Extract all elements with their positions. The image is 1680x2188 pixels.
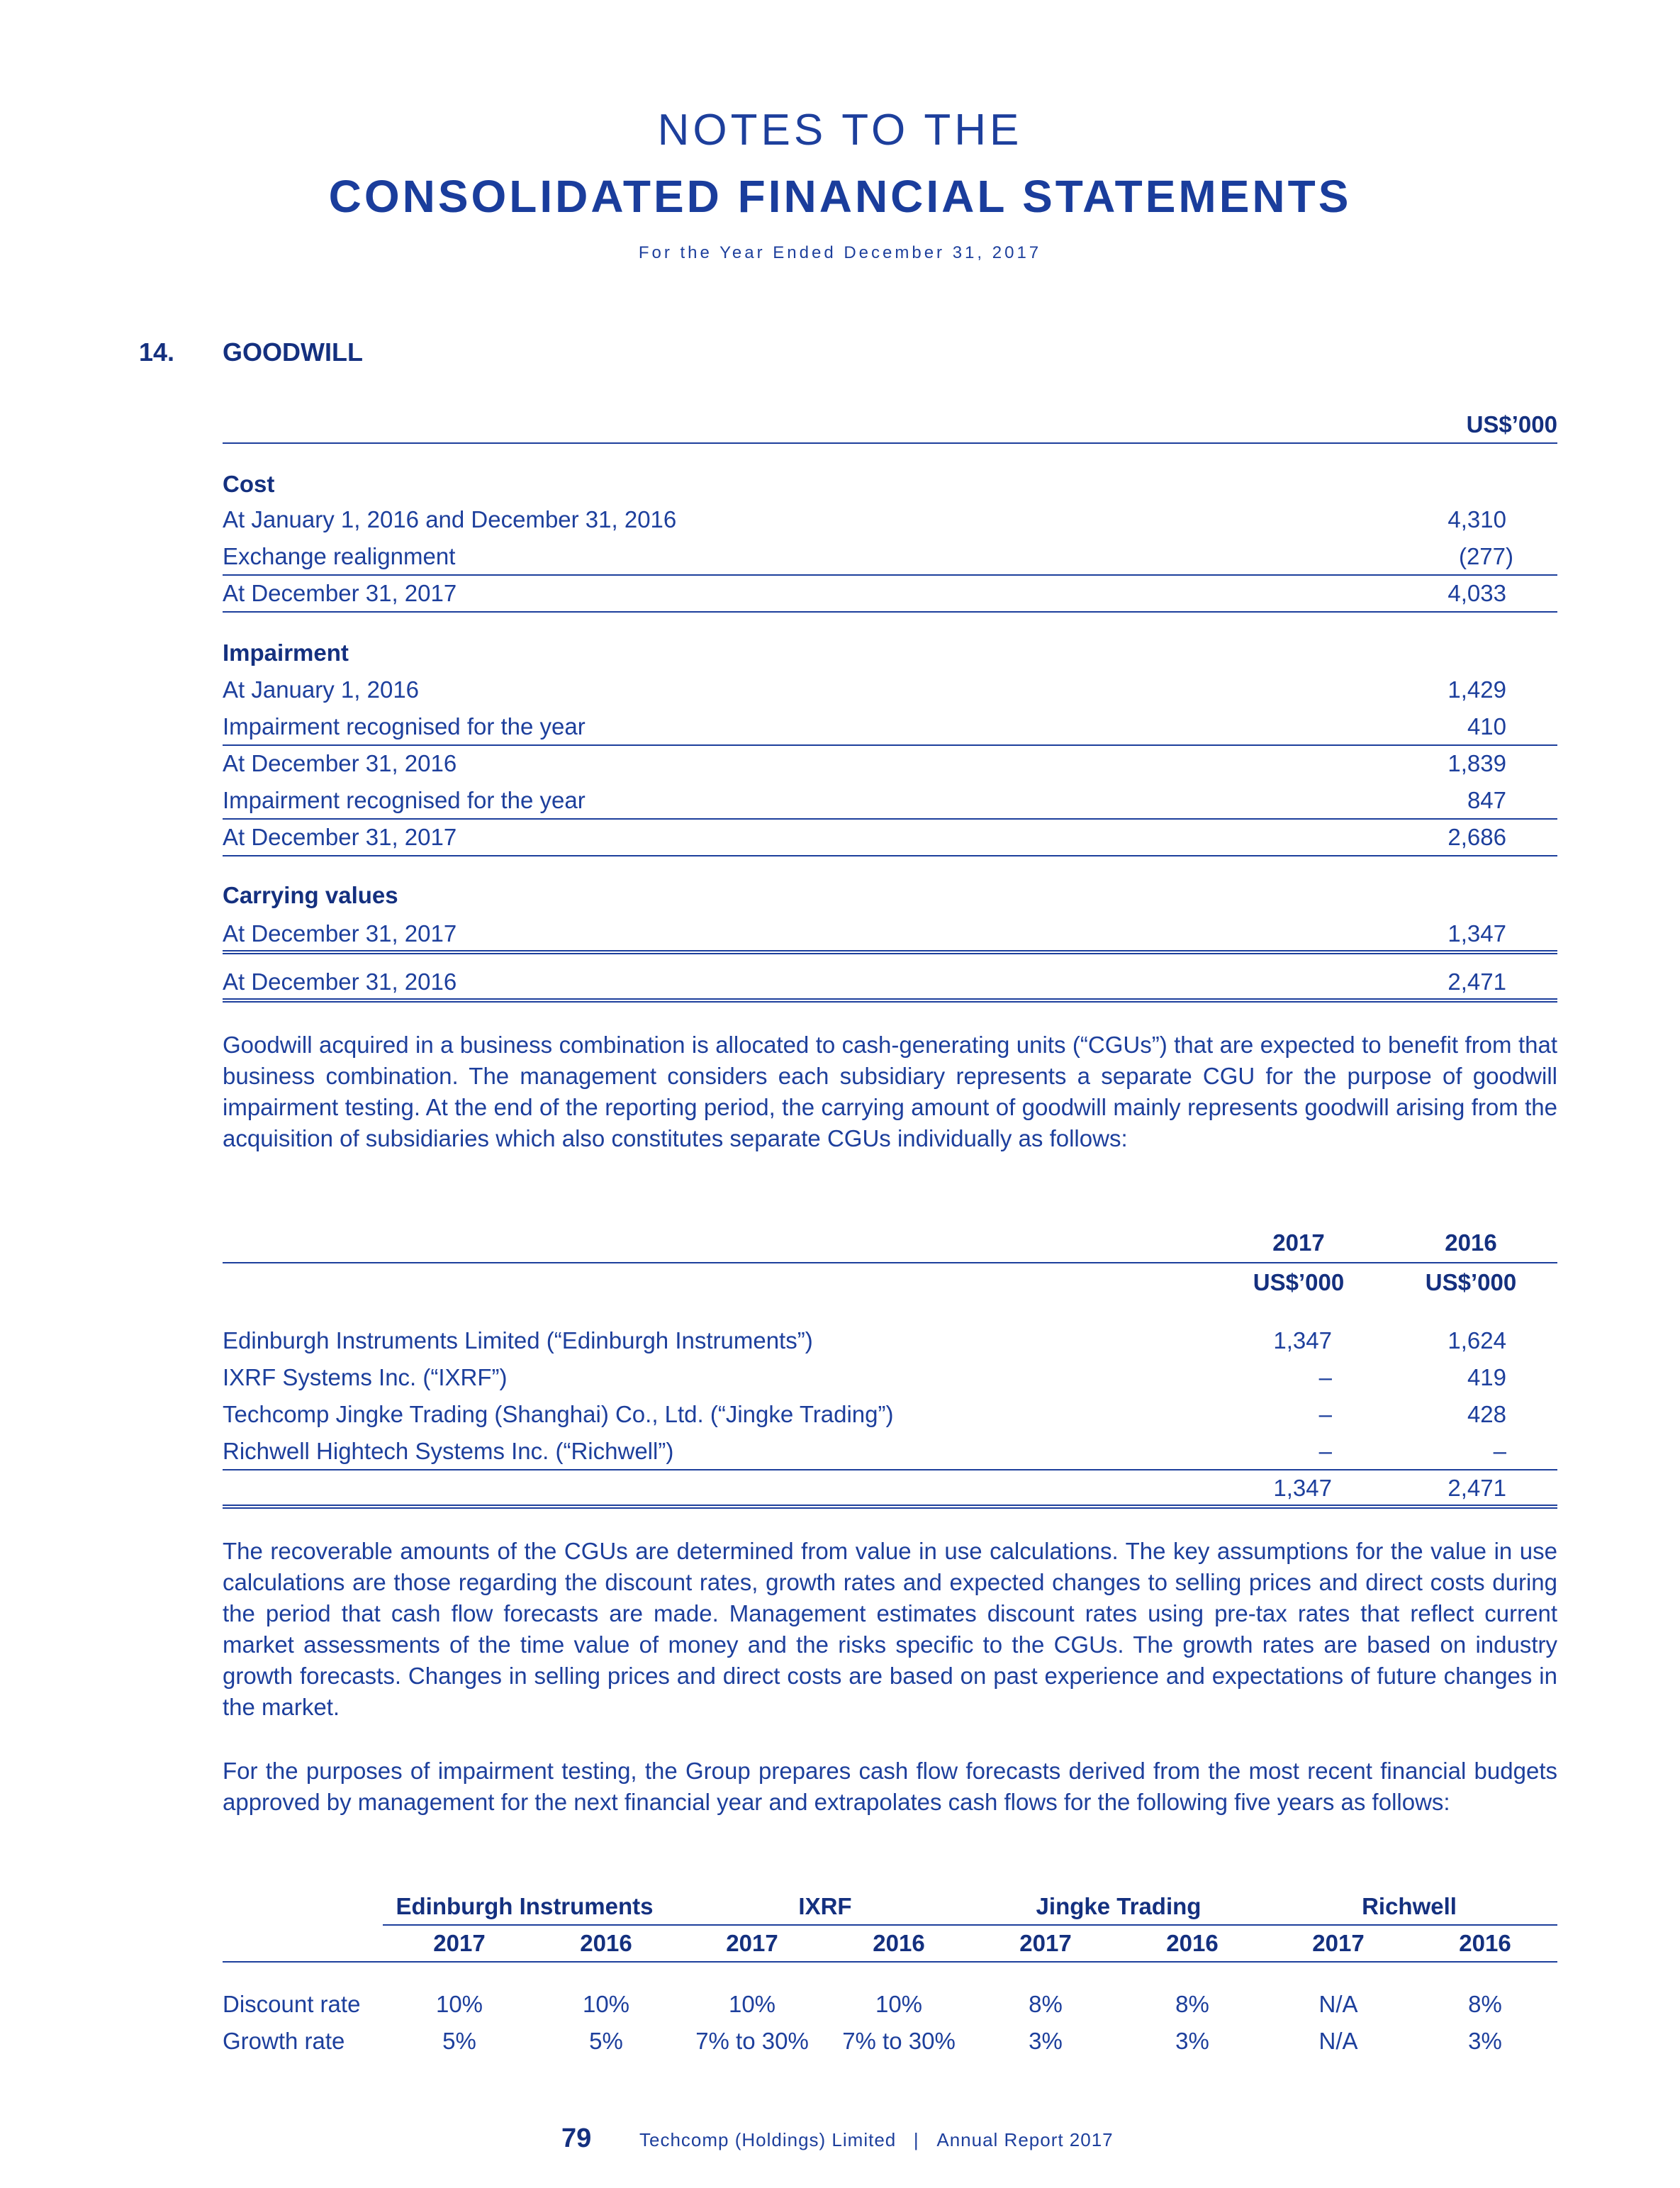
row-value: (277) [1458,543,1513,569]
row-value: 2,471 [1447,969,1506,995]
year-header: 2017 [1019,1930,1072,1956]
rate-label-growth: Growth rate [223,2028,345,2054]
rate-value: 10% [435,1991,483,2017]
cgu-total-2016: 2,471 [1447,1475,1506,1501]
row-label: At December 31, 2016 [223,750,457,776]
year-header: 2017 [726,1930,778,1956]
table-row [223,710,1557,744]
table-rule [223,1961,1557,1963]
table-rule [223,818,1557,820]
table-row [223,674,1557,708]
cgu-year-2017: 2017 [1272,1229,1325,1256]
row-label: Impairment recognised for the year [223,787,586,813]
cgu-label: IXRF Systems Inc. (“IXRF”) [223,1364,508,1390]
double-rule [223,998,1557,1003]
carrying-heading: Carrying values [223,882,398,908]
row-label: At December 31, 2016 [223,969,457,995]
goodwill-unit-header: US$’000 [1466,411,1557,437]
table-row [223,966,1557,1000]
cgu-value-2017: – [1318,1438,1332,1464]
rate-value: 5% [589,2028,623,2054]
cgu-label: Richwell Hightech Systems Inc. (“Richwell”) [223,1438,674,1464]
year-header: 2016 [1459,1930,1511,1956]
header-line1: NOTES TO THE [657,106,1023,155]
table-rule [223,744,1557,746]
rate-value: 3% [1175,2028,1209,2054]
rate-label-discount: Discount rate [223,1991,361,2017]
cgu-value-2017: – [1318,1401,1332,1427]
footer-report: Annual Report 2017 [936,2129,1114,2150]
group-jingke-trading: Jingke Trading [1036,1893,1202,1919]
group-richwell: Richwell [1362,1893,1457,1919]
cgu-value-2016: 428 [1467,1401,1506,1427]
table-row [223,747,1557,781]
rate-value: N/A [1318,2028,1358,2054]
cgu-unit-2016: US$’000 [1425,1269,1517,1295]
footer-text [639,2129,1114,2151]
year-header: 2016 [1166,1930,1219,1956]
cgu-year-2016: 2016 [1445,1229,1497,1256]
row-value: 847 [1467,787,1506,813]
rate-value: 8% [1175,1991,1209,2017]
cgu-label: Edinburgh Instruments Limited (“Edinburgh Instruments”) [223,1327,813,1353]
year-header: 2017 [1312,1930,1365,1956]
table-row [223,821,1557,855]
row-value: 2,686 [1447,824,1506,850]
rate-value: 8% [1029,1991,1063,2017]
table-row [223,784,1557,818]
cost-heading: Cost [223,471,275,497]
table-row [223,540,1557,574]
row-value: 4,310 [1447,506,1506,532]
footer-company: Techcomp (Holdings) Limited [639,2129,897,2150]
table-rule [223,442,1557,444]
row-value: 4,033 [1447,580,1506,606]
paragraph-cash-flow-forecasts: For the purposes of impairment testing, the Group prepares cash flow forecasts derived from the most recent financial budgets approved by management for the next financial year and extrapolates cash flows for the following five years as follows: [223,1758,1557,1815]
paragraph-cgu-allocation: Goodwill acquired in a business combination is allocated to cash-generating units (“CGUs”) that are expected to benefit from that business combination. The management considers each subsidiary represents a separate CGU for the purpose of goodwill impairment testing. At the end of the reporting period, the carrying amount of goodwill mainly represents goodwill arising from the acquisition of subsidiaries which also constitutes separate CGUs individually as follows: [223,1032,1557,1151]
row-label: At December 31, 2017 [223,920,457,947]
cgu-value-2016: 1,624 [1447,1327,1506,1353]
rate-value: 10% [875,1991,923,2017]
cgu-value-2016: 419 [1467,1364,1506,1390]
table-rule [383,1924,1557,1926]
table-row [223,503,1557,537]
row-label: At January 1, 2016 and December 31, 2016 [223,506,677,532]
header-period: For the Year Ended December 31, 2017 [638,243,1042,262]
row-value: 410 [1467,713,1506,739]
rate-value: 8% [1468,1991,1502,2017]
cgu-label: Techcomp Jingke Trading (Shanghai) Co., Ltd. (“Jingke Trading”) [223,1401,894,1427]
table-row [223,1398,1557,1432]
table-rule [223,1262,1557,1263]
table-rule [223,574,1557,576]
section-number: 14. [139,337,175,367]
year-header: 2016 [580,1930,632,1956]
row-value: 1,347 [1447,920,1506,947]
rate-value: 3% [1468,2028,1502,2054]
cgu-total-2017: 1,347 [1273,1475,1332,1501]
cgu-value-2017: 1,347 [1273,1327,1332,1353]
group-ixrf: IXRF [798,1893,852,1919]
paragraph-recoverable-amounts: The recoverable amounts of the CGUs are determined from value in use calculations. The key assumptions for the value in use calculations are those regarding the discount rates, growth rates and expected changes to selling prices and direct costs during the period that cash flow forecasts are made. Management estimates discount rates using pre-tax rates that reflect current market assessments of the time value of money and the risks specific to the CGUs. The growth rates are based on industry growth forecasts. Changes in selling prices and direct costs are based on past experience and expectations of future changes in the market. [223,1538,1557,1720]
group-edinburgh-instruments: Edinburgh Instruments [396,1893,654,1919]
table-rule [223,1469,1557,1470]
year-header: 2016 [873,1930,925,1956]
cgu-value-2017: – [1318,1364,1332,1390]
table-rule [223,611,1557,613]
header-title: CONSOLIDATED FINANCIAL STATEMENTS [328,171,1352,222]
table-row [223,577,1557,611]
row-label: Impairment recognised for the year [223,713,586,739]
table-row [223,1324,1557,1358]
table-row [223,917,1557,951]
impairment-heading: Impairment [223,640,349,666]
double-rule [223,950,1557,954]
rate-value: 7% to 30% [695,2028,809,2054]
row-value: 1,839 [1447,750,1506,776]
page-number: 79 [561,2123,592,2153]
row-label: At December 31, 2017 [223,824,457,850]
table-row [223,1435,1557,1469]
cgu-unit-2017: US$’000 [1253,1269,1345,1295]
footer-separator: | [913,2129,919,2150]
table-rule [223,855,1557,856]
year-header: 2017 [433,1930,486,1956]
row-value: 1,429 [1447,676,1506,703]
section-title: GOODWILL [223,337,363,367]
rate-value: 3% [1029,2028,1063,2054]
cgu-value-2016: – [1493,1438,1506,1464]
rate-value: N/A [1318,1991,1358,2017]
row-label: At December 31, 2017 [223,580,457,606]
table-row-total [223,1472,1557,1506]
rate-value: 5% [442,2028,476,2054]
rate-value: 10% [728,1991,776,2017]
rate-value: 7% to 30% [842,2028,956,2054]
table-row [223,1361,1557,1395]
row-label: Exchange realignment [223,543,456,569]
rate-value: 10% [582,1991,630,2017]
double-rule [223,1505,1557,1509]
row-label: At January 1, 2016 [223,676,420,703]
